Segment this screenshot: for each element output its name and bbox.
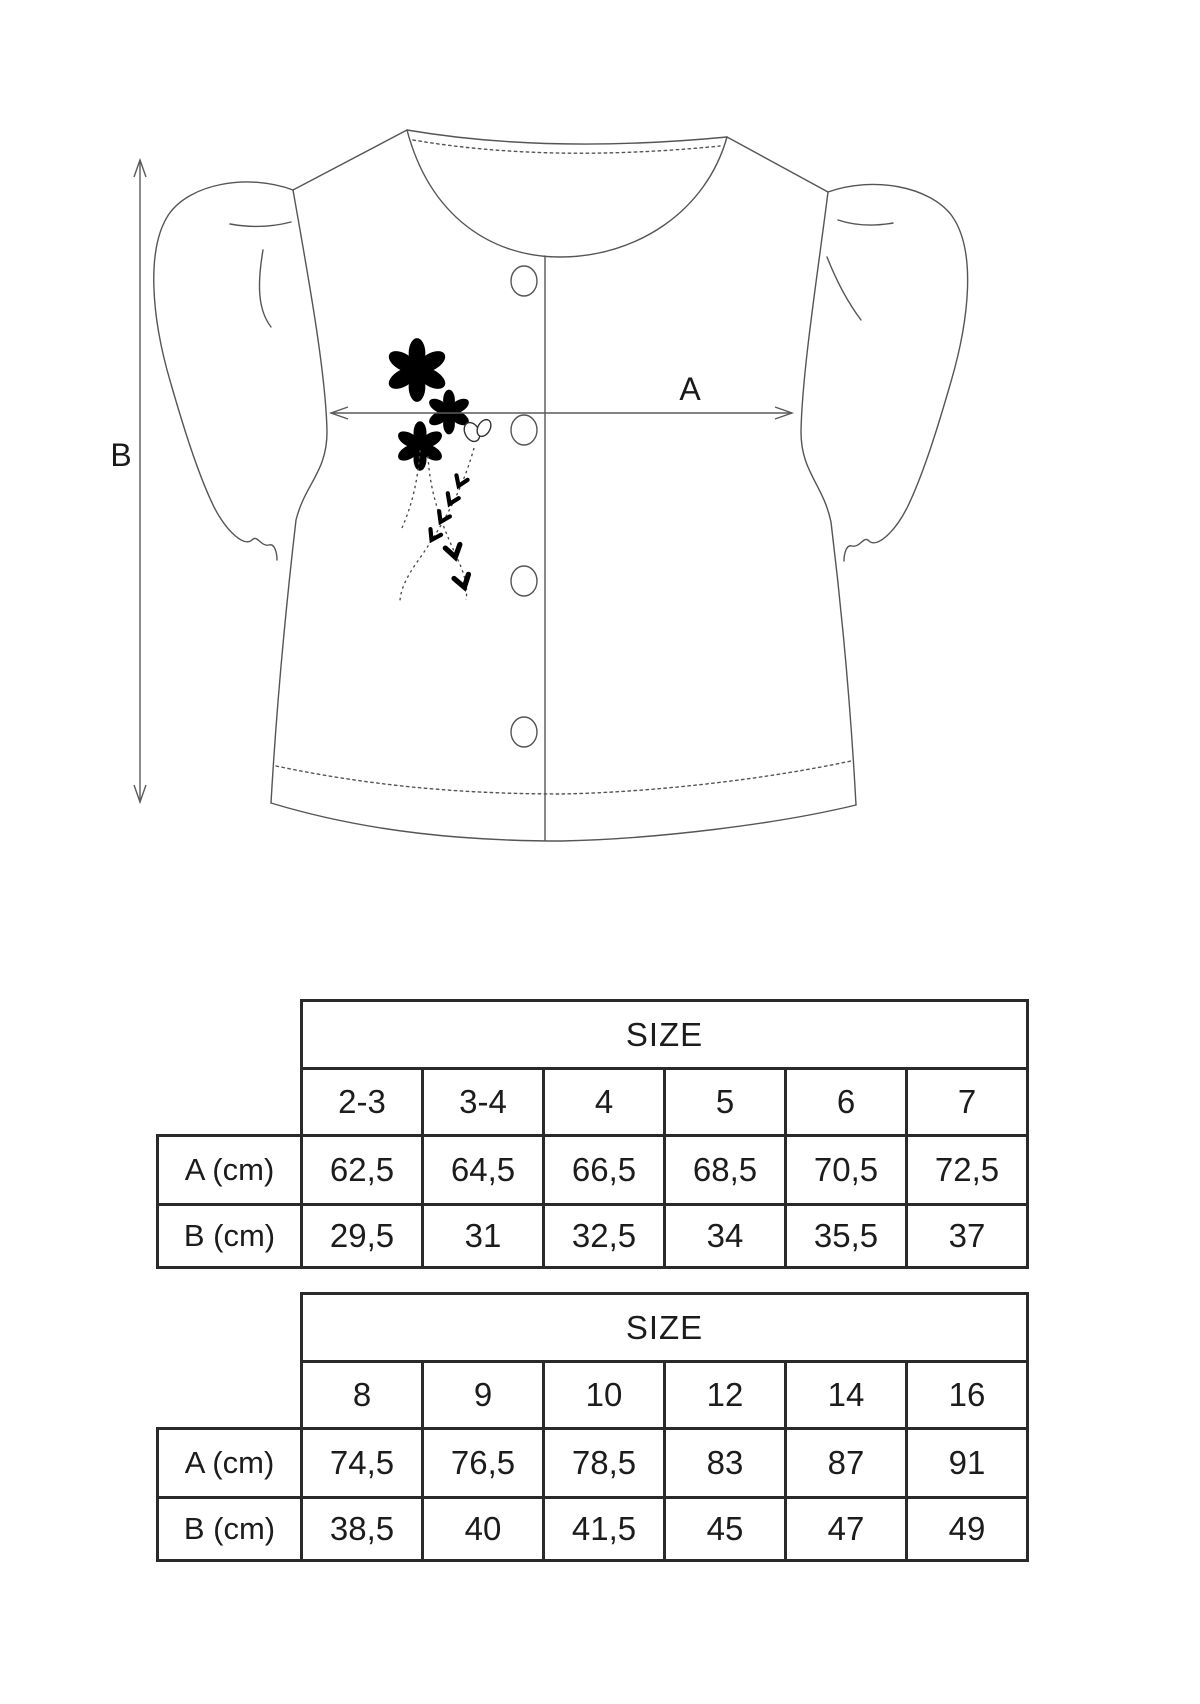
table-corner-spacer [158,1069,302,1136]
right-sleeve-gather2 [827,257,861,320]
garment-outline [154,130,968,841]
value-cell: 87 [786,1429,907,1498]
value-cell: 70,5 [786,1136,907,1205]
value-cell: 32,5 [544,1205,665,1268]
value-cell: 29,5 [302,1205,423,1268]
hem-stitch [276,761,851,794]
right-shoulder-seam [727,137,828,192]
value-cell: 76,5 [423,1429,544,1498]
left-sleeve-gather1 [230,222,291,226]
size-cell: 7 [907,1069,1028,1136]
button-3 [511,566,537,596]
value-cell: 83 [665,1429,786,1498]
button-1 [511,266,537,296]
size-cell: 3-4 [423,1069,544,1136]
size-cell: 2-3 [302,1069,423,1136]
size-cell: 16 [907,1362,1028,1429]
row-label-cell: A (cm) [158,1136,302,1205]
size-cell: 6 [786,1069,907,1136]
table-row [158,1498,1028,1561]
row-label-cell: B (cm) [158,1205,302,1268]
table-row [158,1205,1028,1268]
size-cell: 10 [544,1362,665,1429]
hem-edge [271,803,856,841]
size-table-big-sizes [156,1292,1029,1562]
value-cell: 47 [786,1498,907,1561]
size-cell: 12 [665,1362,786,1429]
value-cell: 72,5 [907,1136,1028,1205]
size-cell: 4 [544,1069,665,1136]
value-cell: 35,5 [786,1205,907,1268]
size-cell: 9 [423,1362,544,1429]
table-corner-spacer [158,1001,302,1069]
table-row [158,1429,1028,1498]
value-cell: 31 [423,1205,544,1268]
flower-small-icon [395,421,444,471]
embroidery-stems [400,448,474,602]
size-cell: 5 [665,1069,786,1136]
value-cell: 64,5 [423,1136,544,1205]
right-armhole-side [801,192,856,805]
value-cell: 91 [907,1429,1028,1498]
value-cell: 40 [423,1498,544,1561]
value-cell: 66,5 [544,1136,665,1205]
button-4 [511,717,537,747]
table-corner-spacer [158,1294,302,1362]
back-neck-line [407,130,727,144]
left-shoulder-seam [293,130,407,190]
size-header: SIZE [302,1294,1028,1362]
value-cell: 78,5 [544,1429,665,1498]
value-cell: 74,5 [302,1429,423,1498]
left-armhole-side [271,190,327,803]
value-cell: 41,5 [544,1498,665,1561]
row-label-cell: B (cm) [158,1498,302,1561]
right-sleeve [828,184,968,561]
table-corner-spacer [158,1362,302,1429]
size-cell: 8 [302,1362,423,1429]
value-cell: 68,5 [665,1136,786,1205]
button-2 [511,415,537,445]
width-arrow [331,407,792,419]
size-header: SIZE [302,1001,1028,1069]
value-cell: 49 [907,1498,1028,1561]
value-cell: 37 [907,1205,1028,1268]
value-cell: 45 [665,1498,786,1561]
back-neck-stitch [413,140,720,153]
width-measure-label: A [679,371,701,407]
size-table-small-sizes [156,999,1029,1269]
height-measure-label: B [110,437,132,473]
left-sleeve-gather2 [259,250,271,327]
table-row [158,1136,1028,1205]
row-label-cell: A (cm) [158,1429,302,1498]
value-cell: 62,5 [302,1136,423,1205]
size-cell: 14 [786,1362,907,1429]
value-cell: 34 [665,1205,786,1268]
value-cell: 38,5 [302,1498,423,1561]
left-sleeve [154,182,293,560]
flower-embroidery [385,338,493,602]
height-arrow [134,160,146,802]
flower-large-icon [385,338,449,402]
right-sleeve-gather1 [838,220,893,225]
